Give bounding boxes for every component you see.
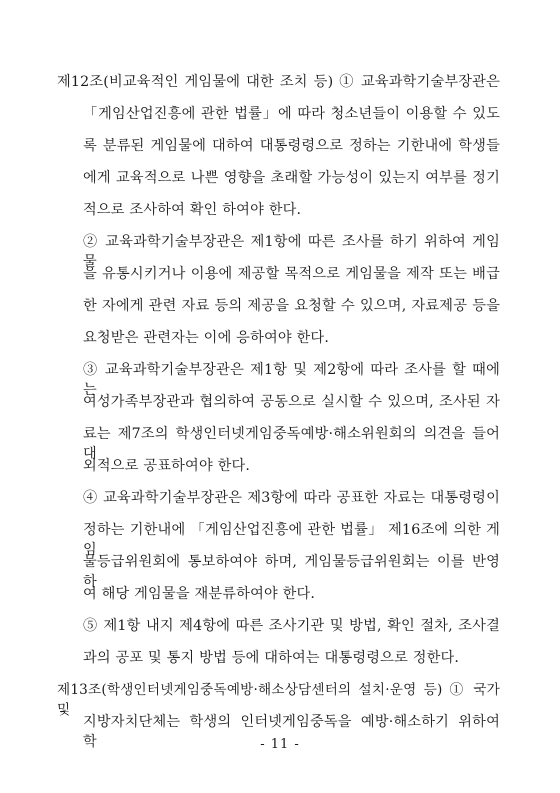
- text-line: ② 교육과학기술부장관은 제1항에 따른 조사를 하기 위하여 게임물: [83, 234, 500, 270]
- text-line: 제13조(학생인터넷게임중독예방·해소상담센터의 설치·운영 등) ① 국가 및: [57, 682, 500, 718]
- text-line: 록 분류된 게임물에 대하여 대통령령으로 정하는 기한내에 학생들: [83, 138, 500, 154]
- text-line: 과의 공포 및 통지 방법 등에 대하여는 대통령령으로 정한다.: [83, 650, 460, 666]
- text-line: 한 자에게 관련 자료 등의 제공을 요청할 수 있으며, 자료제공 등을: [83, 298, 500, 314]
- text-line: 외적으로 공표하여야 한다.: [83, 458, 251, 474]
- text-line: 지방자치단체는 학생의 인터넷게임중독을 예방·해소하기 위하여 학: [83, 714, 500, 750]
- text-line: ③ 교육과학기술부장관은 제1항 및 제2항에 따라 조사를 할 때에는: [83, 362, 500, 398]
- text-line: 요청받은 관련자는 이에 응하여야 한다.: [83, 330, 330, 346]
- text-line: 제12조(비교육적인 게임물에 대한 조치 등) ① 교육과학기술부장관은: [57, 74, 500, 90]
- text-line: 적으로 조사하여 확인 하여야 한다.: [83, 202, 302, 218]
- text-line: 여성가족부장관과 협의하여 공동으로 실시할 수 있으며, 조사된 자: [83, 394, 500, 410]
- text-line: 물등급위원회에 통보하여야 하며, 게임물등급위원회는 이를 반영하: [83, 554, 500, 590]
- text-line: 을 유통시키거나 이용에 제공할 목적으로 게임물을 제작 또는 배급: [83, 266, 500, 282]
- text-line: 「게임산업진흥에 관한 법률」에 따라 청소년들이 이용할 수 있도: [83, 106, 500, 122]
- text-line: ④ 교육과학기술부장관은 제3항에 따라 공표한 자료는 대통령령이: [83, 490, 500, 506]
- text-line: 에게 교육적으로 나쁜 영향을 초래할 가능성이 있는지 여부를 정기: [83, 170, 500, 186]
- page-number: - 11 -: [260, 737, 300, 752]
- text-line: 료는 제7조의 학생인터넷게임중독예방·해소위원회의 의견을 들어 대: [83, 426, 500, 462]
- text-line: 정하는 기한내에 「게임산업진흥에 관한 법률」 제16조에 의한 게임: [83, 522, 500, 558]
- text-line: 여 해당 게임물을 재분류하여야 한다.: [83, 586, 316, 602]
- text-line: ⑤ 제1항 내지 제4항에 따른 조사기관 및 방법, 확인 절차, 조사결: [83, 618, 500, 634]
